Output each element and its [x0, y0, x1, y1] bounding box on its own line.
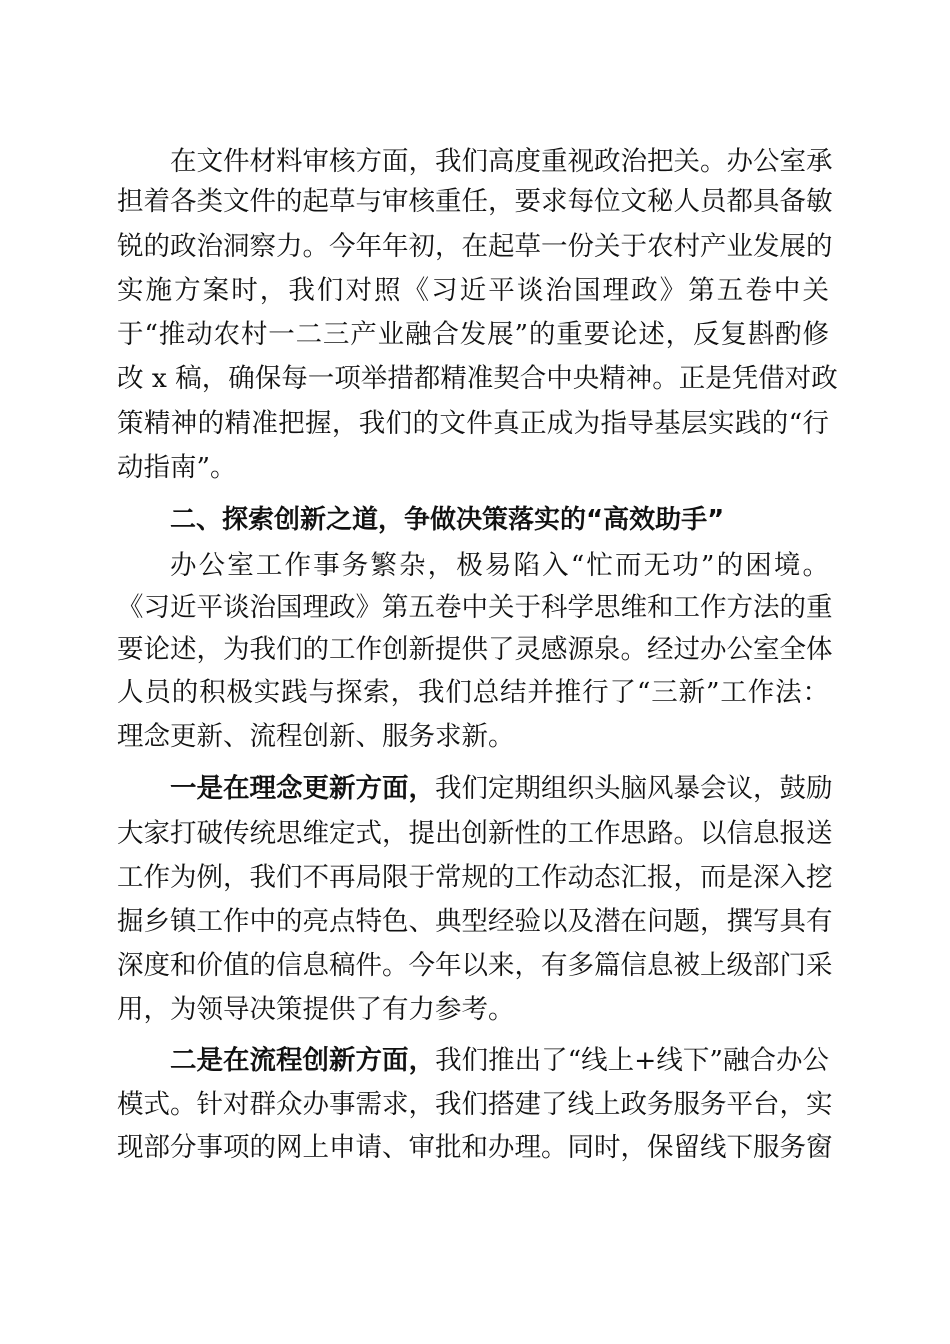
text-line: 工作为例，我们不再局限于常规的工作动态汇报，而是深入挖	[117, 862, 833, 893]
text-line: 办公室工作事务繁杂，极易陷入“忙而无功”的困境。	[170, 550, 829, 581]
text-line	[170, 769, 833, 809]
text-line: 理念更新、流程创新、服务求新。	[117, 721, 515, 752]
text-line: 动指南”。	[117, 452, 237, 483]
text-line: 掘乡镇工作中的亮点特色、典型经验以及潜在问题，撰写具有	[117, 906, 833, 937]
section-heading: 二、探索创新之道，争做决策落实的“高效助手”	[170, 505, 725, 535]
text-line: 深度和价值的信息稿件。今年以来，有多篇信息被上级部门采	[117, 950, 833, 981]
text-line: 模式。针对群众办事需求，我们搭建了线上政务服务平台，实	[117, 1089, 833, 1120]
text-line: 在文件材料审核方面，我们高度重视政治把关。办公室承	[170, 146, 833, 177]
text-line: 《习近平谈治国理政》第五卷中关于科学思维和工作方法的重	[117, 592, 833, 623]
text-line: 现部分事项的网上申请、审批和办理。同时，保留线下服务窗	[117, 1132, 833, 1163]
text-line: 实施方案时，我们对照《习近平谈治国理政》第五卷中关	[117, 275, 829, 306]
line-text: 我们推出了“线上+线下”融合办公	[435, 1045, 829, 1076]
line-text: 我们定期组织头脑风暴会议，鼓励	[435, 773, 833, 804]
text-line: 人员的积极实践与探索，我们总结并推行了“三新”工作法：	[117, 677, 829, 708]
text-line: 担着各类文件的起草与审核重任，要求每位文秘人员都具备敏	[117, 186, 833, 217]
text-line: 用，为领导决策提供了有力参考。	[117, 994, 515, 1025]
text-line: 大家打破传统思维定式，提出创新性的工作思路。以信息报送	[117, 818, 833, 849]
text-line: 锐的政治洞察力。今年年初，在起草一份关于农村产业发展的	[117, 231, 833, 262]
text-line	[170, 1041, 829, 1081]
text-line: 改 x 稿，确保每一项举措都精准契合中央精神。正是凭借对政	[117, 363, 838, 394]
lead-phrase: 一是在理念更新方面，	[170, 773, 435, 804]
text-line: 策精神的精准把握，我们的文件真正成为指导基层实践的“行	[117, 408, 829, 439]
lead-phrase: 二是在流程创新方面，	[170, 1045, 436, 1076]
text-line: 于“推动农村一二三产业融合发展”的重要论述，反复斟酌修	[117, 319, 829, 350]
text-line: 要论述，为我们的工作创新提供了灵感源泉。经过办公室全体	[117, 634, 833, 665]
